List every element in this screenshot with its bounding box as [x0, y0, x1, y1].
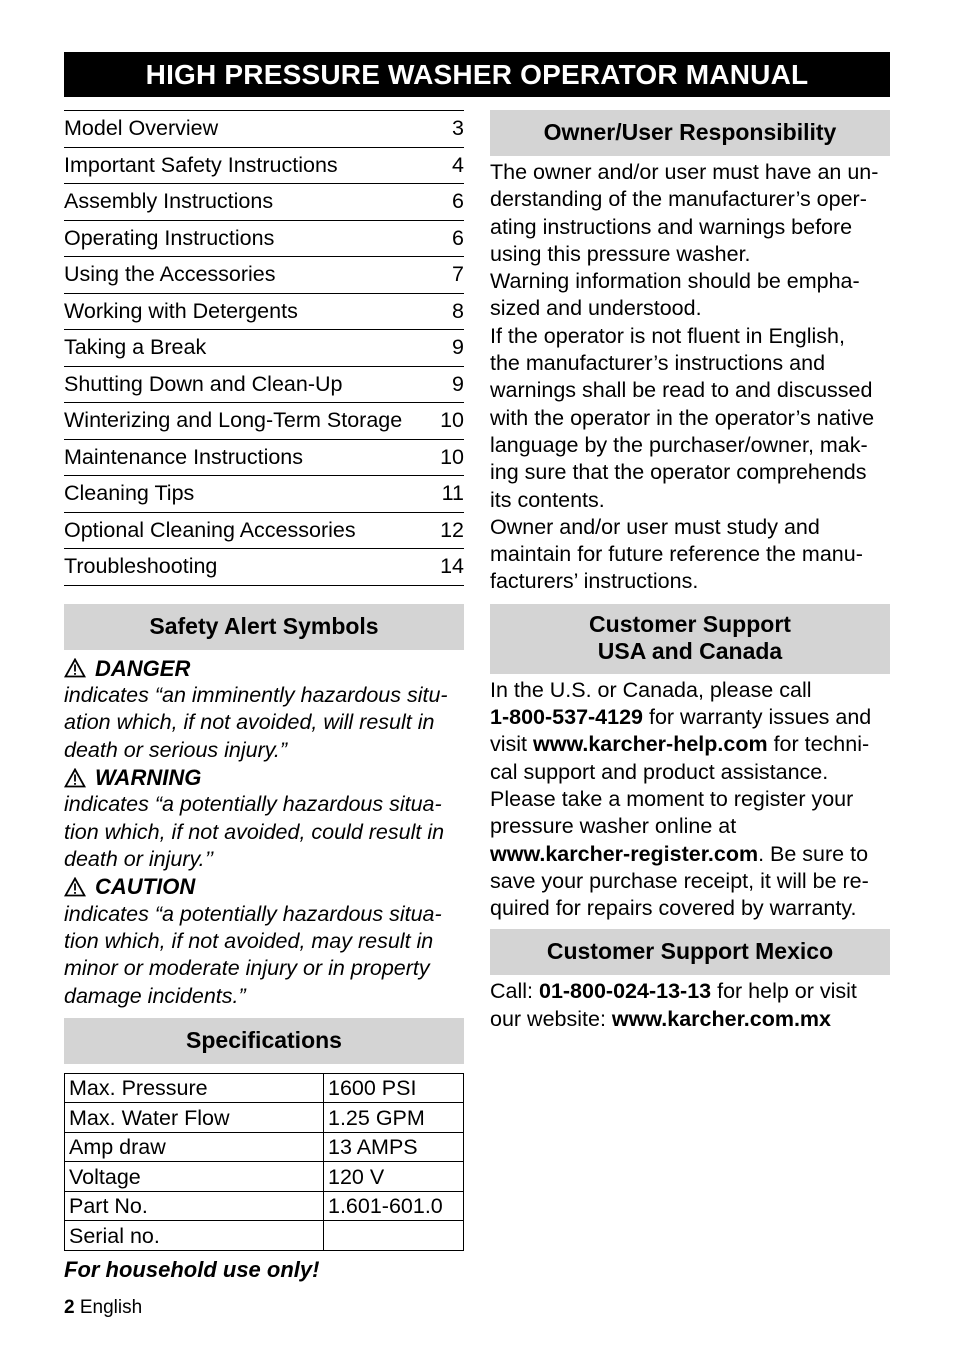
text-line: pressure washer online at — [490, 814, 737, 839]
toc-page: 9 — [452, 335, 464, 360]
table-row — [65, 1073, 464, 1103]
mx-phone-number[interactable]: 01-800-024-13-13 — [538, 979, 712, 1004]
caution-alert — [64, 873, 464, 1010]
text-fragment: for help or visit — [711, 979, 857, 1004]
table-of-contents — [64, 110, 464, 586]
toc-label: Maintenance Instructions — [64, 444, 304, 469]
text-fragment: for techni- — [767, 732, 870, 757]
spec-value: 1.25 GPM — [324, 1103, 464, 1133]
text-line: save your purchase receipt, it will be re- — [490, 868, 869, 893]
toc-item[interactable] — [64, 294, 464, 331]
page-number: 2 — [64, 1297, 75, 1318]
spec-key: Part No. — [65, 1191, 324, 1221]
support-mexico-heading: Customer Support Mexico — [490, 929, 890, 975]
text-line: The owner and/or user must have an un- — [490, 160, 879, 184]
toc-item[interactable] — [64, 257, 464, 294]
spec-value: 1600 PSI — [324, 1073, 464, 1103]
alert-line: damage incidents.” — [64, 983, 246, 1008]
spec-key: Voltage — [65, 1162, 324, 1192]
text-line: cal support and product assistance. — [490, 759, 829, 784]
support-us-heading — [490, 604, 890, 674]
toc-label: Cleaning Tips — [64, 481, 195, 506]
toc-page: 6 — [452, 225, 464, 250]
specifications-heading: Specifications — [64, 1018, 464, 1064]
toc-item[interactable] — [64, 184, 464, 221]
toc-page: 12 — [440, 517, 464, 542]
text-line: facturers’ instructions. — [490, 569, 699, 594]
toc-page: 8 — [452, 298, 464, 323]
text-line: its contents. — [490, 487, 605, 512]
toc-label: Important Safety Instructions — [64, 152, 338, 177]
alert-line: death or injury.’’ — [64, 846, 214, 871]
toc-page: 10 — [440, 408, 464, 433]
text-line: language by the purchaser/owner, mak- — [490, 432, 868, 457]
text-line: ing sure that the operator comprehends — [490, 460, 867, 485]
toc-label: Winterizing and Long-Term Storage — [64, 408, 403, 433]
toc-item[interactable] — [64, 367, 464, 404]
us-phone-number[interactable]: 1-800-537-4129 — [490, 705, 644, 730]
heading-line: Customer Support — [589, 610, 791, 637]
text-fragment: for warranty issues and — [643, 705, 872, 730]
text-line: warnings shall be read to and discussed — [490, 378, 873, 403]
toc-page: 7 — [452, 262, 464, 287]
toc-label: Operating Instructions — [64, 225, 275, 250]
alert-line: indicates “a potentially hazardous situa- — [64, 792, 442, 817]
toc-label: Shutting Down and Clean-Up — [64, 371, 343, 396]
toc-item[interactable] — [64, 330, 464, 367]
owner-heading: Owner/User Responsibility — [490, 110, 890, 156]
text-line: Please take a moment to register your — [490, 786, 854, 811]
support-mexico-text — [490, 978, 890, 1033]
text-line: If the operator is not fluent in English, — [490, 323, 845, 348]
alert-title: WARNING — [95, 764, 202, 790]
text-line: quired for repairs covered by warranty. — [490, 896, 857, 921]
page-title: HIGH PRESSURE WASHER OPERATOR MANUAL — [64, 52, 890, 97]
text-line: with the operator in the operator’s native — [490, 405, 875, 430]
warning-triangle-icon — [64, 768, 86, 788]
text-line: the manufacturer’s instructions and — [490, 351, 826, 376]
toc-item[interactable] — [64, 476, 464, 513]
spec-key: Max. Water Flow — [65, 1103, 324, 1133]
spec-value: 13 AMPS — [324, 1132, 464, 1162]
toc-label: Working with Detergents — [64, 298, 298, 323]
toc-item[interactable] — [64, 111, 464, 148]
spec-value: 1.601-601.0 — [324, 1191, 464, 1221]
alert-line: tion which, if not avoided, may result in — [64, 929, 434, 954]
toc-item[interactable] — [64, 549, 464, 586]
spec-key: Serial no. — [65, 1221, 324, 1251]
alert-line: tion which, if not avoided, could result in — [64, 819, 445, 844]
toc-page: 10 — [440, 444, 464, 469]
spec-key: Amp draw — [65, 1132, 324, 1162]
toc-label: Troubleshooting — [64, 554, 218, 579]
alert-text — [64, 682, 464, 764]
text-fragment: . Be sure to — [758, 841, 869, 866]
text-fragment: visit — [490, 732, 533, 757]
toc-label: Using the Accessories — [64, 262, 276, 287]
toc-label: Assembly Instructions — [64, 189, 274, 214]
warning-triangle-icon — [64, 658, 86, 678]
alert-line: indicates “a potentially hazardous situa- — [64, 901, 442, 926]
right-column — [490, 110, 890, 1033]
text-line: In the U.S. or Canada, please call — [490, 677, 812, 702]
spec-key: Max. Pressure — [65, 1073, 324, 1103]
toc-item[interactable] — [64, 403, 464, 440]
alert-line: minor or moderate injury or in property — [64, 956, 430, 981]
toc-item[interactable] — [64, 513, 464, 550]
toc-item[interactable] — [64, 148, 464, 185]
specifications-table — [64, 1073, 464, 1251]
text-line: ating instructions and warnings before — [490, 214, 853, 239]
alert-text — [64, 901, 464, 1010]
safety-heading: Safety Alert Symbols — [64, 604, 464, 650]
alert-text — [64, 791, 464, 873]
register-url-link[interactable]: www.karcher-register.com — [490, 841, 759, 866]
toc-item[interactable] — [64, 221, 464, 258]
toc-page: 3 — [452, 116, 464, 141]
page-footer — [64, 1297, 142, 1319]
owner-text — [490, 159, 890, 596]
toc-label: Optional Cleaning Accessories — [64, 517, 356, 542]
alert-line: indicates “an imminently hazardous situ- — [64, 683, 448, 707]
footer-language: English — [79, 1297, 143, 1318]
toc-page: 11 — [441, 481, 464, 506]
mx-url-link[interactable]: www.karcher.com.mx — [611, 1006, 831, 1031]
alert-title: DANGER — [95, 655, 191, 681]
alert-line: death or serious injury.” — [64, 737, 288, 762]
table-row — [65, 1221, 464, 1251]
toc-page: 6 — [452, 189, 464, 214]
text-fragment: our website: — [490, 1006, 612, 1031]
alert-line: ation which, if not avoided, will result in — [64, 710, 435, 735]
warning-alert — [64, 764, 464, 873]
table-row — [65, 1191, 464, 1221]
toc-page: 9 — [452, 371, 464, 396]
text-line: using this pressure washer. — [490, 241, 751, 266]
danger-alert — [64, 655, 464, 764]
toc-page: 4 — [452, 152, 464, 177]
household-note: For household use only! — [64, 1256, 320, 1282]
text-line: derstanding of the manufacturer’s oper- — [490, 187, 867, 212]
table-row — [65, 1103, 464, 1133]
toc-item[interactable] — [64, 440, 464, 477]
alert-title: CAUTION — [95, 874, 196, 900]
left-column — [64, 110, 464, 1283]
text-line: sized and understood. — [490, 296, 702, 321]
text-line: Warning information should be empha- — [490, 269, 860, 294]
text-fragment: Call: — [490, 979, 539, 1004]
spec-value — [324, 1221, 464, 1251]
heading-line: USA and Canada — [597, 637, 783, 664]
table-row — [65, 1162, 464, 1192]
table-row — [65, 1132, 464, 1162]
toc-page: 14 — [440, 554, 464, 579]
toc-label: Model Overview — [64, 116, 219, 141]
text-line: Owner and/or user must study and — [490, 514, 820, 539]
toc-label: Taking a Break — [64, 335, 207, 360]
spec-value: 120 V — [324, 1162, 464, 1192]
text-line: maintain for future reference the manu- — [490, 542, 863, 567]
support-us-text — [490, 677, 890, 923]
warning-triangle-icon — [64, 877, 86, 897]
help-url-link[interactable]: www.karcher-help.com — [533, 732, 768, 757]
